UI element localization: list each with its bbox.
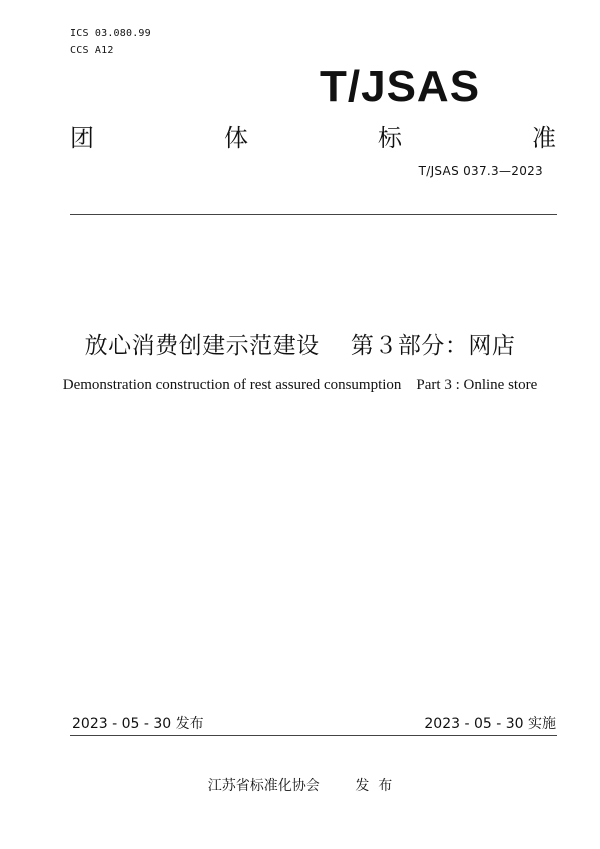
bottom-divider	[70, 735, 557, 736]
issue-date: 2023 - 05 - 30 发布	[72, 716, 204, 732]
publisher: 江苏省标准化协会 发 布	[207, 778, 393, 794]
standard-type-char: 标	[378, 124, 402, 152]
standard-type	[70, 118, 556, 153]
ics-code: ICS 03.080.99	[70, 28, 151, 39]
standard-type-char: 体	[224, 124, 248, 152]
title-chinese: 放心消费创建示范建设 第３部分：网店	[84, 333, 516, 359]
standard-code: T/JSAS	[320, 62, 481, 111]
standard-type-char: 团	[70, 124, 94, 152]
title-english: Demonstration construction of rest assured consumption Part 3 : Online store	[62, 377, 538, 393]
standard-type-char: 准	[532, 124, 556, 152]
ccs-code: CCS A12	[70, 45, 114, 56]
document-number: T/JSAS 037.3—2023	[418, 164, 543, 178]
implementation-date: 2023 - 05 - 30 实施	[424, 716, 556, 732]
top-divider	[70, 214, 557, 215]
